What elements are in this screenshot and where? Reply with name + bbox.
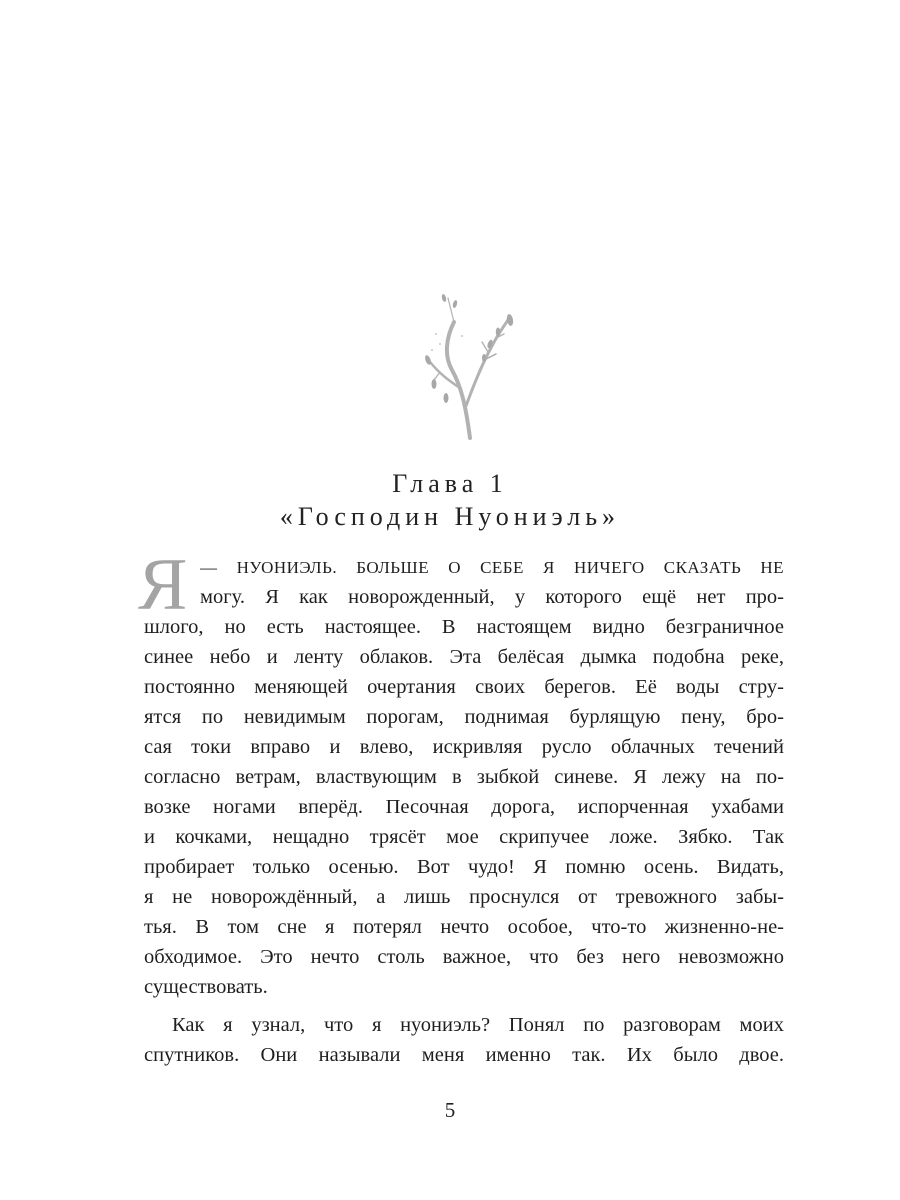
paragraph-line: постоянно меняющей очертания своих берегов. Её воды стру- (144, 676, 784, 698)
paragraph-line: обходимое. Это нечто столь важное, что без него невозможно (144, 946, 784, 968)
plant-sprig-icon (400, 288, 530, 448)
paragraph-line (200, 552, 784, 583)
page-number: 5 (444, 1098, 456, 1122)
paragraph-line: могу. Я как новорожденный, у которого ещё нет про- (200, 586, 784, 608)
paragraph-line: сая токи вправо и влево, искривляя русло облачных течений (144, 736, 784, 758)
lead-smallcaps: — НУОНИЭЛЬ. БОЛЬШЕ О СЕБЕ Я НИЧЕГО СКАЗАТЬ НЕ (200, 558, 784, 577)
paragraph-line: пробирает только осенью. Вот чудо! Я помню осень. Видать, (144, 856, 784, 878)
paragraph-line: существовать. (144, 976, 268, 998)
paragraph-line: синее небо и ленту облаков. Эта белёсая дымка подобна реке, (144, 646, 784, 668)
paragraph-line: шлого, но есть настоящее. В настоящем видно безграничное (144, 616, 784, 638)
drop-cap: Я (138, 544, 188, 626)
paragraph-line: возке ногами вперёд. Песочная дорога, испорченная ухабами (144, 796, 784, 818)
paragraph-line: ятся по невидимым порогам, поднимая бурлящую пену, бро- (144, 706, 784, 728)
paragraph-line: я не новорождённый, а лишь проснулся от тревожного забы- (144, 886, 784, 908)
paragraph-line: согласно ветрам, властвующим в зыбкой синеве. Я лежу на по- (144, 766, 784, 788)
paragraph-line: Как я узнал, что я нуониэль? Понял по разговорам моих (172, 1014, 784, 1036)
chapter-number: Глава 1 (392, 469, 508, 498)
chapter-title: «Господин Нуониэль» (279, 502, 621, 531)
paragraph-line: спутников. Они называли меня именно так. Их было двое. (144, 1044, 784, 1066)
paragraph-line: тья. В том сне я потерял нечто особое, что-то жизненно-не- (144, 916, 784, 938)
paragraph-line: и кочками, нещадно трясёт мое скрипучее ложе. Зябко. Так (144, 826, 784, 848)
